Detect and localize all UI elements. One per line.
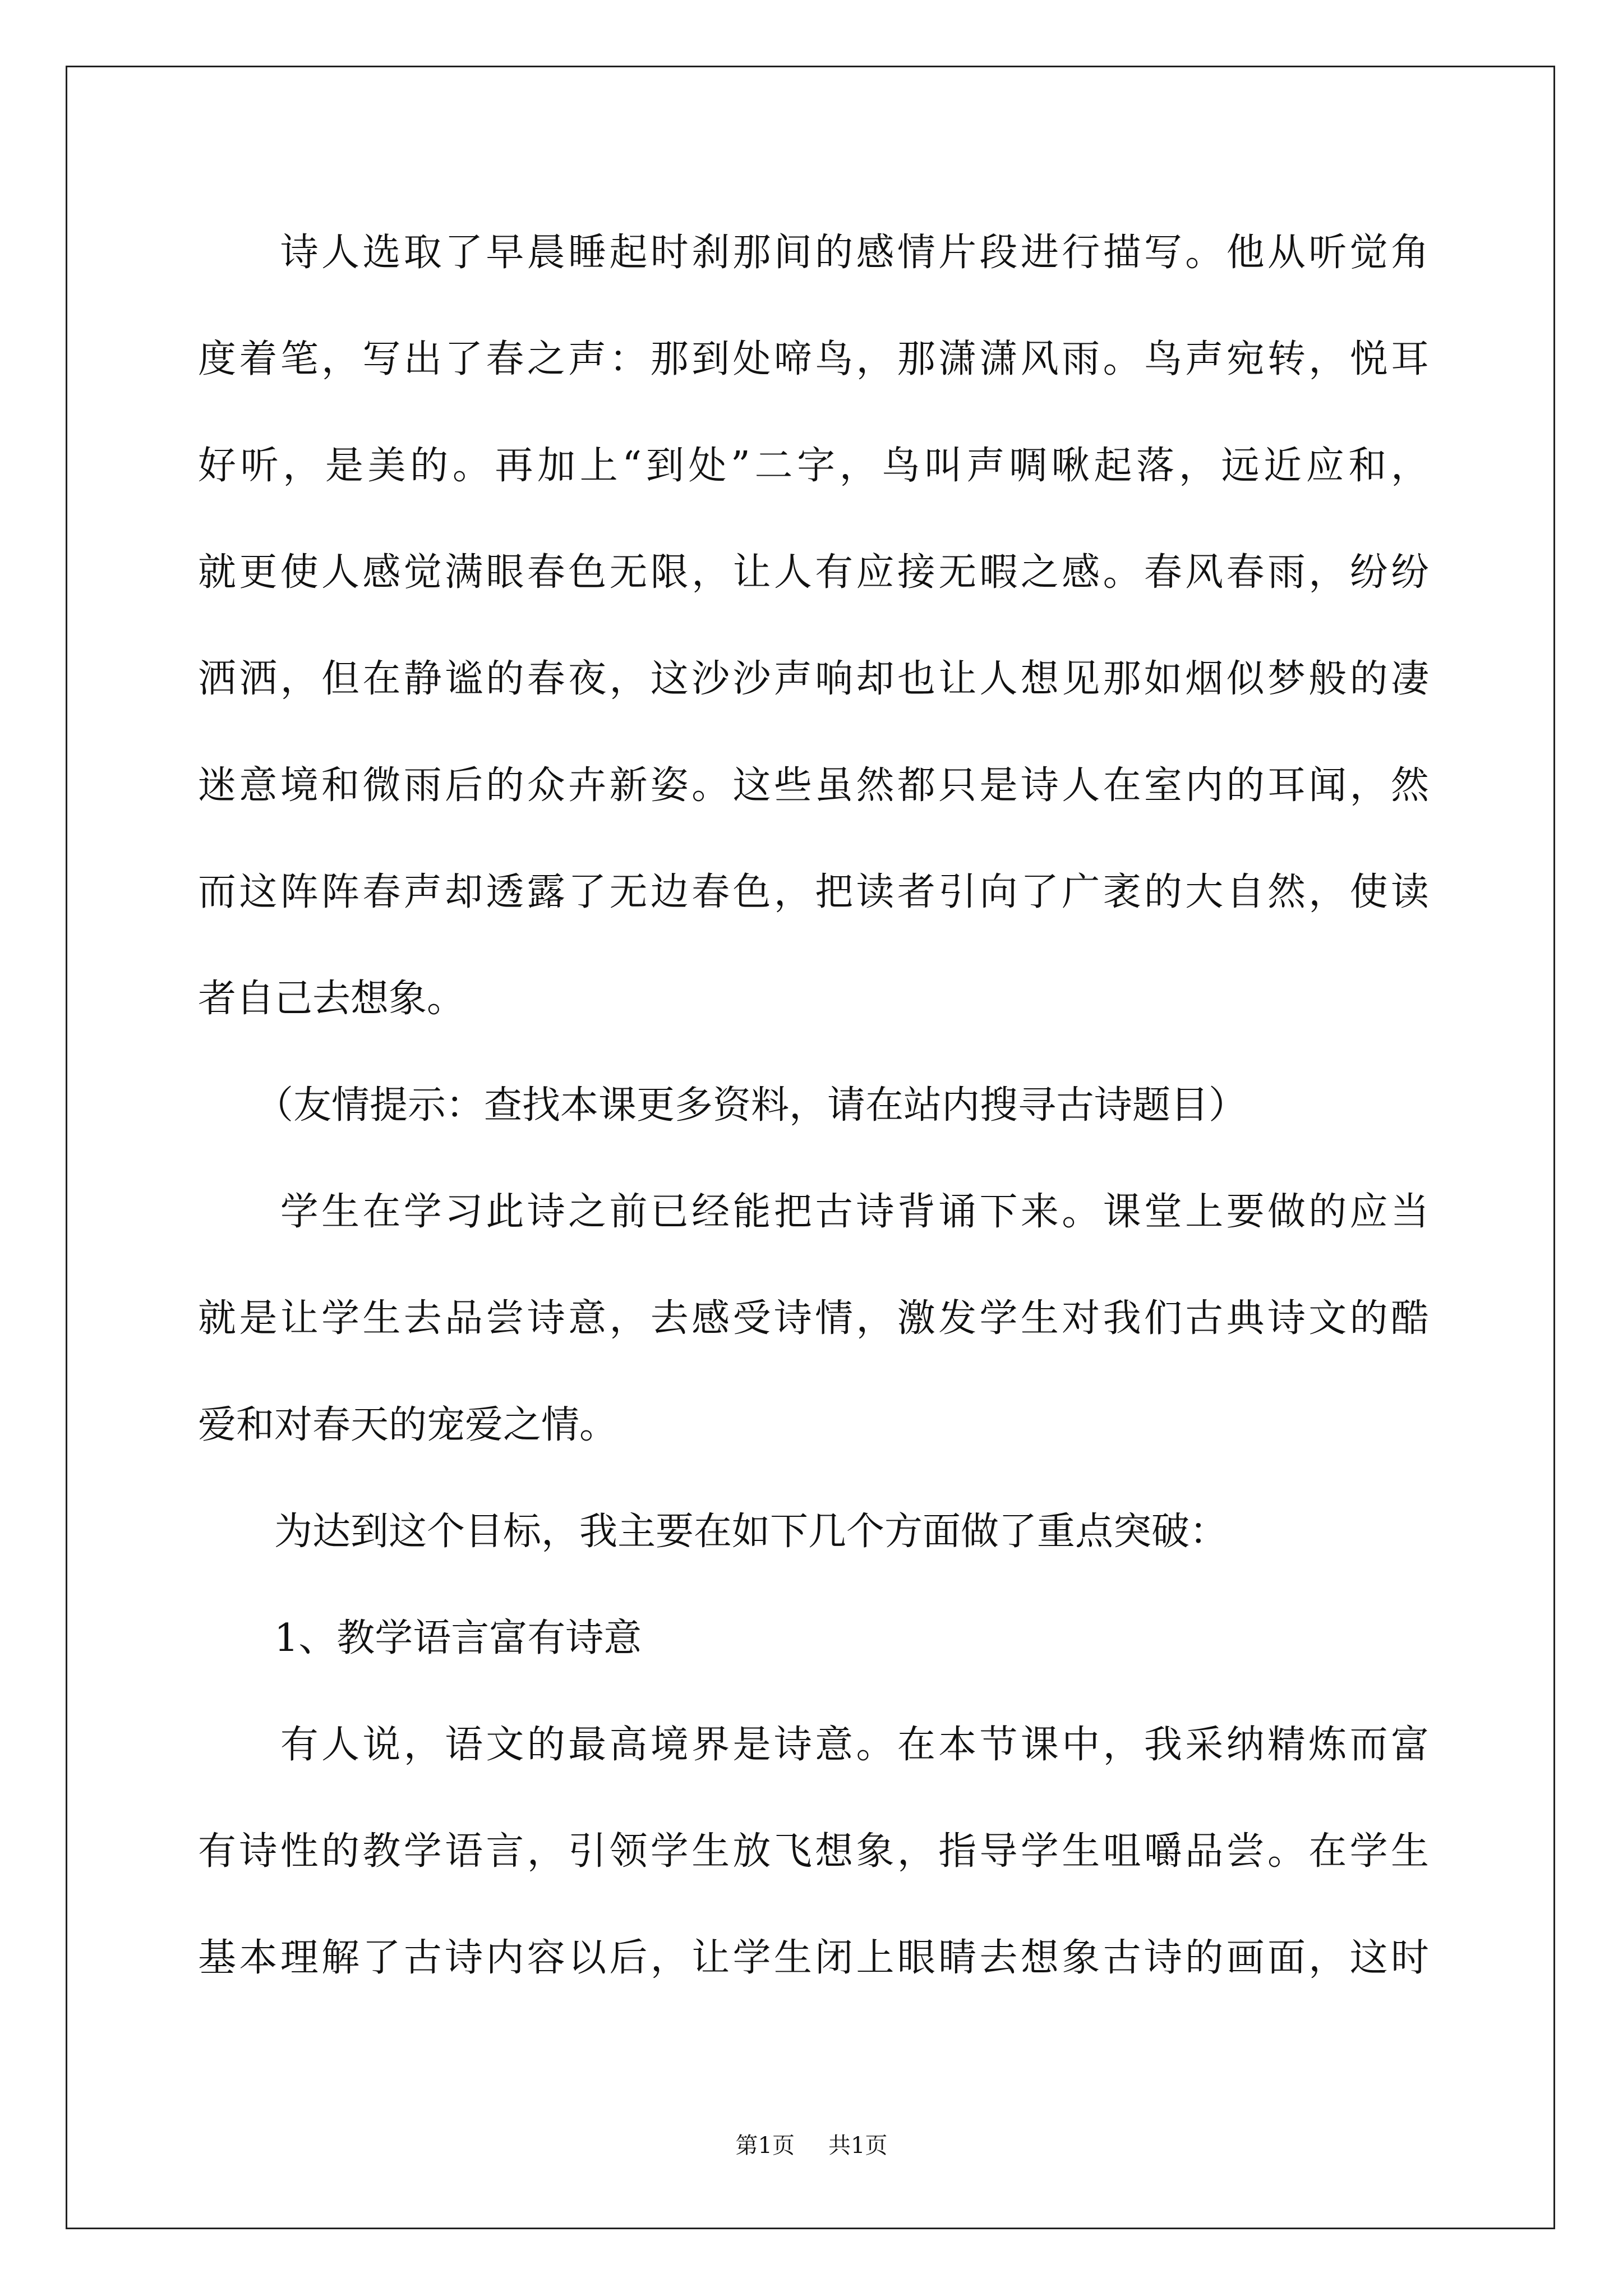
page-footer [0, 2129, 1623, 2162]
text-line: 就更使人感觉满眼春色无限，让人有应接无暇之感。春风春雨，纷纷 [198, 550, 1429, 595]
text-line: 者自己去想象。 [198, 977, 465, 1021]
text-line: 诗人选取了早晨睡起时刹那间的感情片段进行描写。他从听觉角 [198, 231, 1429, 275]
text-line: 好听，是美的。再加上“到处”二字，鸟叫声啁啾起落，远近应和， [198, 444, 1429, 488]
text-line: 基本理解了古诗内容以后，让学生闭上眼睛去想象古诗的画面，这时 [198, 1936, 1429, 1980]
text-line: 爱和对春天的宠爱之情。 [198, 1403, 618, 1447]
page-total: 共1页 [828, 2133, 888, 2159]
text-line: （友情提示：查找本课更多资料，请在站内搜寻古诗题目） [198, 1083, 1247, 1128]
page-number: 第1页 [735, 2133, 795, 2159]
text-line: 有诗性的教学语言，引领学生放飞想象，指导学生咀嚼品尝。在学生 [198, 1829, 1429, 1874]
text-line: 迷意境和微雨后的众卉新姿。这些虽然都只是诗人在室内的耳闻，然 [198, 763, 1429, 808]
text-line: 就是让学生去品尝诗意，去感受诗情，激发学生对我们古典诗文的酷 [198, 1296, 1429, 1341]
text-line: 有人说，语文的最高境界是诗意。在本节课中，我采纳精炼而富 [198, 1723, 1429, 1767]
text-line: 度着笔，写出了春之声：那到处啼鸟，那潇潇风雨。鸟声宛转，悦耳 [198, 337, 1429, 381]
text-line: 为达到这个目标，我主要在如下几个方面做了重点突破： [198, 1510, 1228, 1554]
text-line: 洒洒，但在静谧的春夜，这沙沙声响却也让人想见那如烟似梦般的凄 [198, 657, 1429, 701]
text-line: 学生在学习此诗之前已经能把古诗背诵下来。课堂上要做的应当 [198, 1190, 1429, 1234]
text-line: 1、教学语言富有诗意 [198, 1616, 642, 1660]
text-line: 而这阵阵春声却透露了无边春色，把读者引向了广袤的大自然，使读 [198, 870, 1429, 914]
